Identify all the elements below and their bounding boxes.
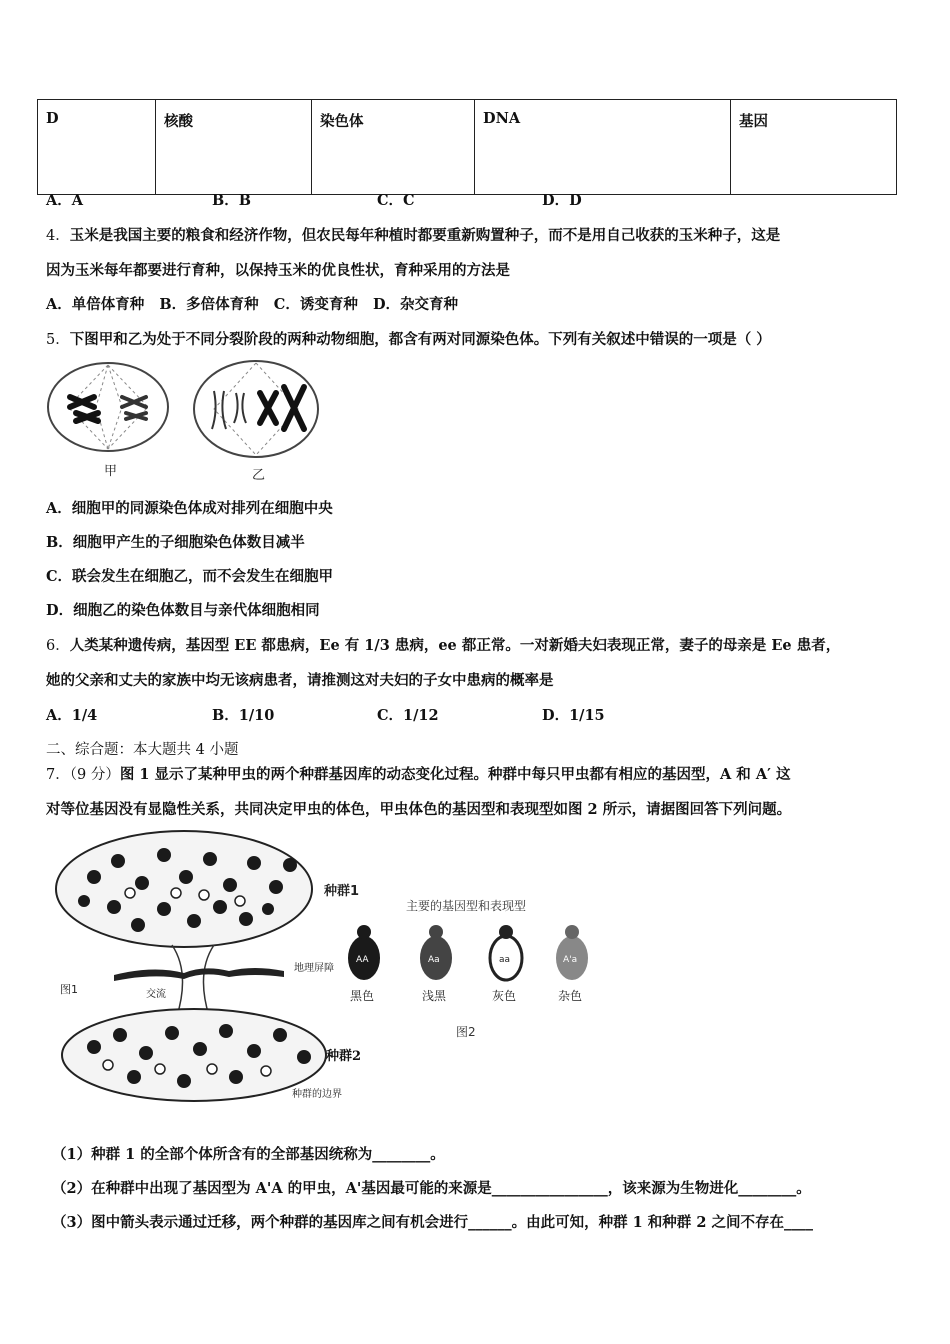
- q4-text: 玉米是我国主要的粮食和经济作物，但农民每年种植时都要重新购置种子，而不是用自己收获的玉米种子，这是: [69, 227, 781, 244]
- spindle-jia: [68, 365, 148, 449]
- chromosomes-yi-light: [212, 391, 246, 429]
- beetle-aa-grey: [490, 925, 522, 1003]
- question-number: 5．: [46, 332, 70, 348]
- q6-text: 人类某种遗传病，基因型 EE 都患病，Ee 有 1/3 患病，ee 都正常。一对新婚夫妇表现正常，妻子的母亲是 Ee 患者，: [69, 637, 841, 654]
- question-number: 7．: [46, 767, 70, 783]
- question-score: （9 分）: [69, 767, 120, 783]
- pop1-label: 种群1: [324, 884, 360, 899]
- option-a: A．1/4: [46, 707, 98, 724]
- phenotype-label: 浅黑: [422, 989, 447, 1003]
- table-row: [38, 100, 897, 195]
- population-2-boundary: [62, 1009, 326, 1101]
- answer-table: [37, 99, 897, 195]
- option-d: D．D: [542, 192, 582, 209]
- fig-label-yi: 乙: [252, 468, 266, 483]
- table-cell: DNA: [475, 100, 731, 195]
- q7-sub3: （3）图中箭头表示通过迁移，两个种群的基因库之间有机会进行______。由此可知，种群 1 和种群 2 之间不存在____: [52, 1214, 813, 1231]
- q6-stem-line2: 她的父亲和丈夫的家族中均无该病患者，请推测这对夫妇的子女中患病的概率是: [46, 672, 554, 689]
- genotype-label: Aa: [428, 955, 440, 965]
- option-d: D．1/15: [542, 707, 605, 724]
- option-c: C．C: [377, 192, 415, 209]
- pop2-label-text: 种群2: [326, 1049, 362, 1064]
- q7-sub1: （1）种群 1 的全部个体所含有的全部基因统称为________。: [52, 1146, 445, 1163]
- option-c: C．1/12: [377, 707, 439, 724]
- beetle-aa-black: [348, 925, 380, 1003]
- question-number: 4．: [46, 228, 70, 244]
- q5-stem: [46, 328, 771, 349]
- option-b: B．B: [212, 192, 252, 209]
- q7-stem-line2: 对等位基因没有显隐性关系，共同决定甲虫的体色，甲虫体色的基因型和表现型如图 2 所示，请据图回答下列问题。: [46, 801, 792, 818]
- beetle-aa-lightblack: [420, 925, 452, 1003]
- q6-stem-line1: [46, 634, 840, 655]
- fig-label-jia: 甲: [104, 464, 118, 479]
- genotype-label: aa: [499, 955, 511, 965]
- chromosomes-jia: [70, 397, 98, 421]
- genotype-label: AA: [356, 955, 369, 965]
- figure-2-title: 主要的基因型和表现型: [406, 899, 527, 913]
- q5-option-c: C．联会发生在细胞乙，而不会发生在细胞甲: [46, 568, 334, 585]
- figure-2-genotypes: [340, 890, 600, 1050]
- phenotype-label: 灰色: [492, 989, 517, 1003]
- q4-stem-line1: [46, 224, 780, 245]
- geographic-barrier: [114, 968, 284, 981]
- phenotype-label: 杂色: [558, 989, 583, 1003]
- q7-text: 图 1 显示了某种甲虫的两个种群基因库的动态变化过程。种群中每只甲虫都有相应的基因型，A 和 A′ 这: [119, 766, 791, 783]
- cell-jia-membrane: [48, 363, 168, 451]
- table-cell: 染色体: [312, 100, 475, 195]
- question-number: 6．: [46, 638, 70, 654]
- table-cell: 基因: [731, 100, 897, 195]
- q4-options: A．单倍体育种 B．多倍体育种 C．诱变育种 D．杂交育种: [46, 296, 459, 313]
- q7-sub2: （2）在种群中出现了基因型为 A'A 的甲虫，A'基因最可能的来源是________________，该来源为生物进化________。: [52, 1180, 811, 1197]
- cell-yi-membrane: [194, 361, 318, 457]
- chromosomes-jia-2: [122, 397, 146, 419]
- q5-option-d: D．细胞乙的染色体数目与亲代体细胞相同: [46, 602, 320, 619]
- cell-division-figure: [46, 355, 326, 483]
- genotype-label: A'a: [563, 955, 578, 965]
- figure-1-label: 图1: [60, 983, 78, 996]
- q7-stem-line1: [46, 763, 790, 784]
- barrier-label: 地理屏障: [294, 963, 334, 974]
- figure-2-label: 图2: [456, 1025, 476, 1039]
- spindle-yi: [214, 363, 298, 455]
- option-a: A．A: [46, 192, 84, 209]
- phenotype-label: 黑色: [350, 989, 375, 1003]
- q5-option-b: B．细胞甲产生的子细胞染色体数目减半: [46, 534, 305, 551]
- option-b: B．1/10: [212, 707, 275, 724]
- section-heading: 二、综合题：本大题共 4 小题: [46, 742, 239, 758]
- boundary-label: 种群的边界: [292, 1089, 342, 1100]
- q4-stem-line2: 因为玉米每年都要进行育种，以保持玉米的优良性状，育种采用的方法是: [46, 262, 510, 279]
- q5-text: 下图甲和乙为处于不同分裂阶段的两种动物细胞，都含有两对同源染色体。下列有关叙述中错误的一项是（ ）: [69, 331, 771, 348]
- table-cell: 核酸: [156, 100, 312, 195]
- exchange-label: 交流: [146, 989, 166, 1000]
- q5-option-a: A．细胞甲的同源染色体成对排列在细胞中央: [46, 500, 333, 517]
- table-cell: D: [38, 100, 156, 195]
- beetle-a-prime-a-mottled: [556, 925, 588, 1003]
